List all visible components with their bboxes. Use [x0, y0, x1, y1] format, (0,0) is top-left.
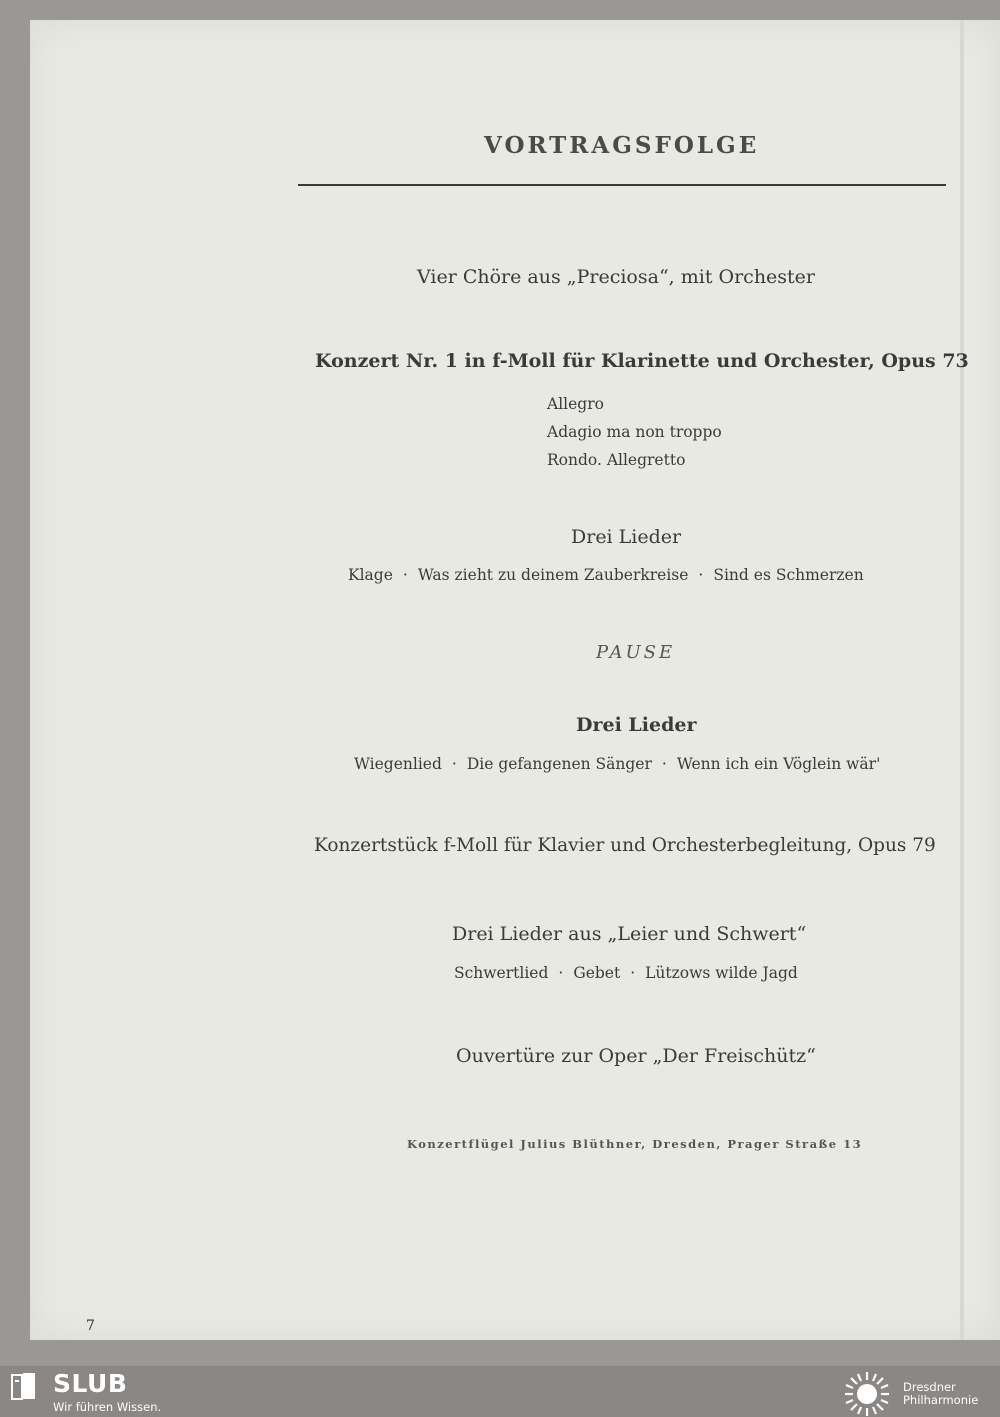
slub-tagline: Wir führen Wissen. — [53, 1400, 162, 1414]
separator-dot: · — [630, 964, 636, 982]
partner-logo-text[interactable] — [903, 1381, 978, 1407]
song-title: Gebet — [573, 964, 621, 982]
song-title: Sind es Schmerzen — [713, 566, 864, 584]
program-item-leier-und-schwert: Drei Lieder aus „Leier und Schwert“ — [452, 923, 807, 945]
title-rule — [298, 184, 946, 186]
page-mark: 7 — [86, 1318, 95, 1334]
song-title: Die gefangenen Sänger — [466, 755, 652, 773]
separator-dot: · — [402, 566, 408, 584]
sun-rays-icon[interactable] — [842, 1370, 892, 1416]
song-title: Was zieht zu deinem Zauberkreise — [417, 566, 689, 584]
separator-dot: · — [698, 566, 704, 584]
song-list-3 — [454, 964, 798, 982]
program-item-lieder-1: Drei Lieder — [571, 526, 682, 548]
slub-book-icon[interactable] — [10, 1372, 38, 1402]
program-item-lieder-2: Drei Lieder — [576, 714, 697, 736]
song-title: Klage — [348, 566, 393, 584]
program-item-freischuetz: Ouvertüre zur Oper „Der Freischütz“ — [456, 1045, 816, 1067]
slub-logo-text[interactable]: SLUB — [53, 1369, 128, 1398]
page-title: VORTRAGSFOLGE — [484, 132, 760, 159]
separator-dot: · — [661, 755, 667, 773]
song-title: Wenn ich ein Vöglein wär' — [676, 755, 881, 773]
song-list-2 — [354, 755, 880, 773]
intermission-label: PAUSE — [596, 642, 676, 663]
song-title: Lützows wilde Jagd — [645, 964, 798, 982]
program-item-clarinet-concerto: Konzert Nr. 1 in f-Moll für Klarinette und Orchester, Opus 73 — [315, 350, 969, 372]
program-item-konzertstueck: Konzertstück f-Moll für Klavier und Orchesterbegleitung, Opus 79 — [314, 835, 936, 856]
song-list-1 — [348, 566, 864, 584]
program-item-preciosa: Vier Chöre aus „Preciosa“, mit Orchester — [417, 266, 816, 288]
song-title: Wiegenlied — [354, 755, 442, 773]
paper-fold-edge — [960, 20, 964, 1340]
partner-name-line-1: Dresdner — [903, 1380, 956, 1394]
separator-dot: · — [451, 755, 457, 773]
movement-1: Allegro — [547, 395, 604, 413]
piano-credit: Konzertflügel Julius Blüthner, Dresden, Prager Straße 13 — [407, 1137, 863, 1151]
movement-2: Adagio ma non troppo — [547, 423, 722, 441]
partner-name-line-2: Philharmonie — [903, 1393, 979, 1407]
song-title: Schwertlied — [454, 964, 549, 982]
separator-dot: · — [558, 964, 564, 982]
movement-3: Rondo. Allegretto — [547, 451, 686, 469]
